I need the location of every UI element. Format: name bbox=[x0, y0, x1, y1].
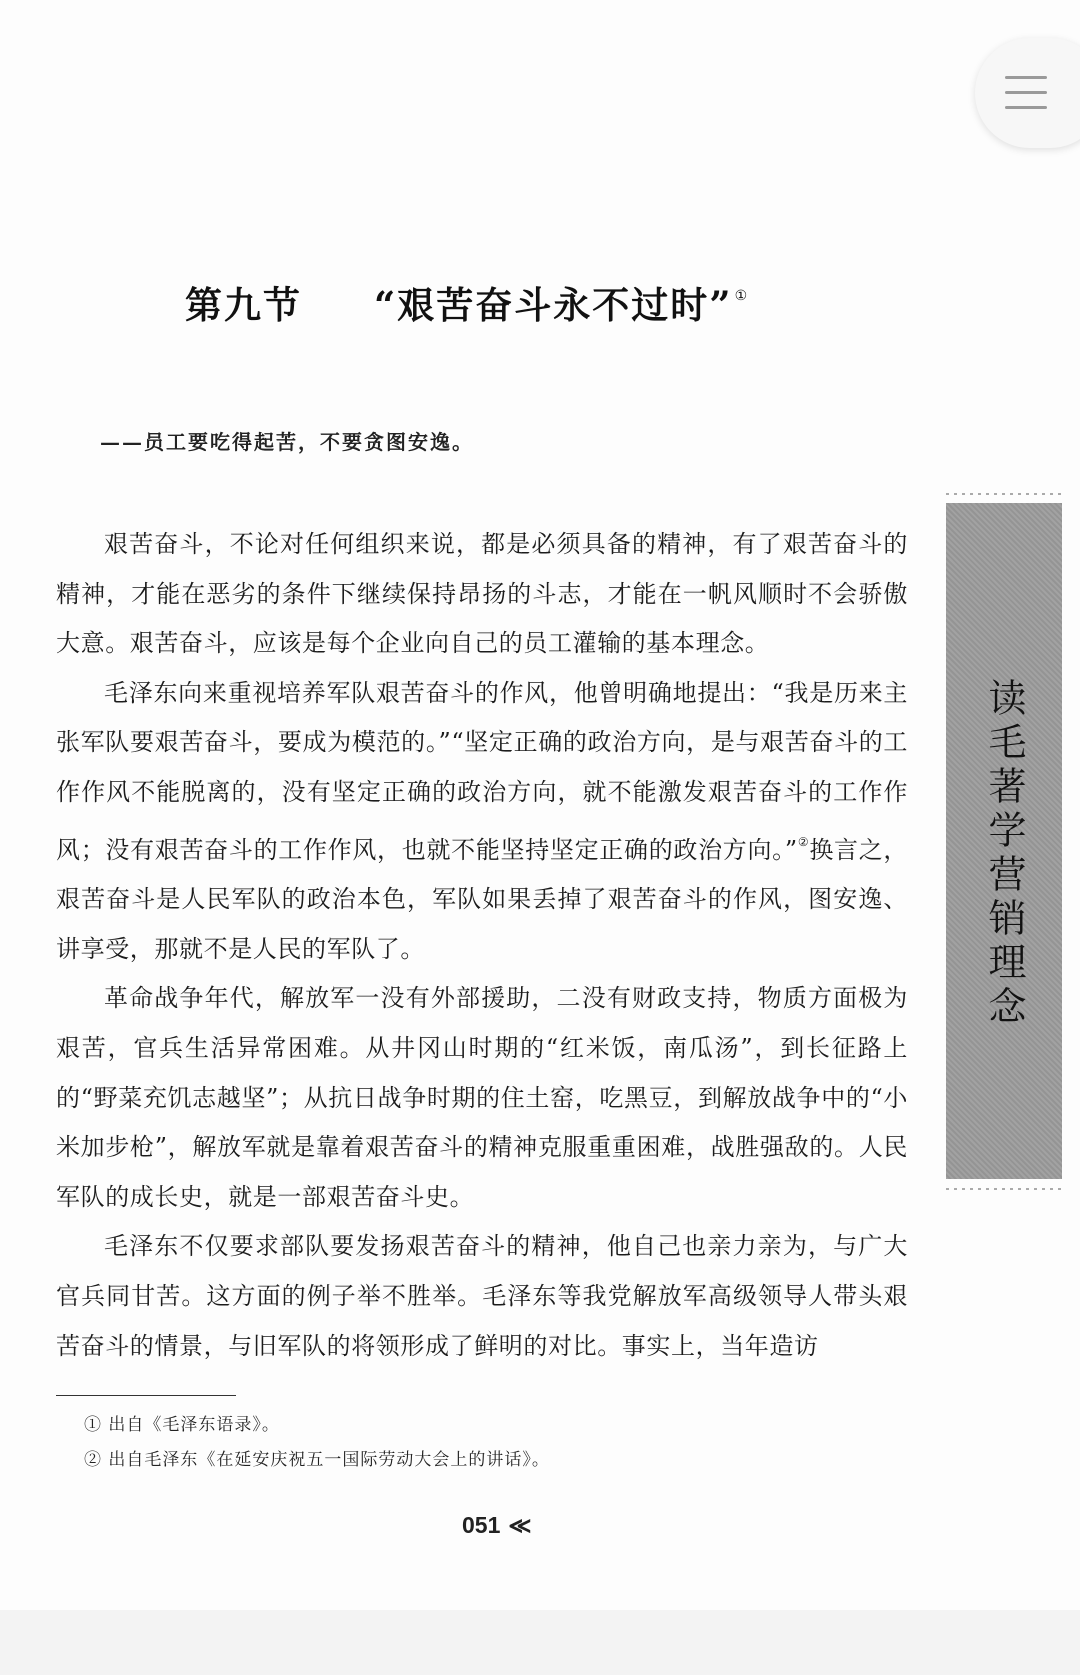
side-tab-bottom-divider bbox=[946, 1188, 1062, 1190]
menu-button[interactable] bbox=[975, 38, 1080, 148]
hamburger-menu-icon bbox=[1005, 76, 1047, 110]
side-tab-top-divider bbox=[946, 493, 1062, 495]
paragraph-text: 换言之，艰苦奋斗是人民军队的政治本色，军队如果丢掉了艰苦奋斗的作风，图安逸、讲享受，那就不是人民的军队了。 bbox=[56, 835, 909, 963]
footnote-marker: ② bbox=[797, 834, 810, 849]
footnote-divider bbox=[56, 1395, 236, 1396]
page-number-text: 051 bbox=[462, 1512, 501, 1538]
paragraph-text: 毛泽东向来重视培养军队艰苦奋斗的作风，他曾明确地提出：“我是历来主张军队要艰苦奋斗，要成为模范的。”“坚定正确的政治方向，是与艰苦奋斗的工作作风不能脱离的，没有坚定正确的政治方向，就不能激发艰苦奋斗的工作作风；没有艰苦奋斗的工作作风，也就不能坚持坚定正确的政治方向。” bbox=[56, 678, 908, 864]
side-tab bbox=[946, 503, 1062, 1179]
page-number bbox=[462, 1512, 531, 1539]
section-title bbox=[185, 275, 749, 329]
bottom-strip bbox=[0, 1610, 1080, 1675]
body-text bbox=[56, 520, 908, 1371]
section-heading: “艰苦奋斗永不过时” bbox=[374, 283, 733, 327]
footnotes bbox=[84, 1408, 550, 1478]
section-number: 第九节 bbox=[185, 283, 302, 327]
chevron-left-icon: ≪ bbox=[508, 1513, 532, 1538]
paragraph bbox=[56, 669, 908, 975]
footnote: ① 出自《毛泽东语录》。 bbox=[84, 1415, 280, 1435]
footnote: ② 出自毛泽东《在延安庆祝五一国际劳动大会上的讲话》。 bbox=[84, 1450, 550, 1470]
paragraph: 革命战争年代，解放军一没有外部援助，二没有财政支持，物质方面极为艰苦，官兵生活异常困难。从井冈山时期的“红米饭，南瓜汤”，到长征路上的“野菜充饥志越坚”；从抗日战争时期的住土窑，吃黑豆，到解放战争中的“小米加步枪”，解放军就是靠着艰苦奋斗的精神克服重重困难，战胜强敌的。人民军队的成长史，就是一部艰苦奋斗史。 bbox=[56, 984, 908, 1211]
paragraph: 艰苦奋斗，不论对任何组织来说，都是必须具备的精神，有了艰苦奋斗的精神，才能在恶劣的条件下继续保持昂扬的斗志，才能在一帆风顺时不会骄傲大意。艰苦奋斗，应该是每个企业向自己的员工灌输的基本理念。 bbox=[56, 530, 908, 658]
side-tab-label: 读毛著学营销理念 bbox=[982, 678, 1026, 1030]
section-subtitle: ——员工要吃得起苦，不要贪图安逸。 bbox=[100, 430, 474, 454]
title-footnote-marker: ① bbox=[734, 288, 750, 304]
paragraph: 毛泽东不仅要求部队要发扬艰苦奋斗的精神，他自己也亲力亲为，与广大官兵同甘苦。这方面的例子举不胜举。毛泽东等我党解放军高级领导人带头艰苦奋斗的情景，与旧军队的将领形成了鲜明的对比。事实上，当年造访 bbox=[56, 1232, 908, 1360]
